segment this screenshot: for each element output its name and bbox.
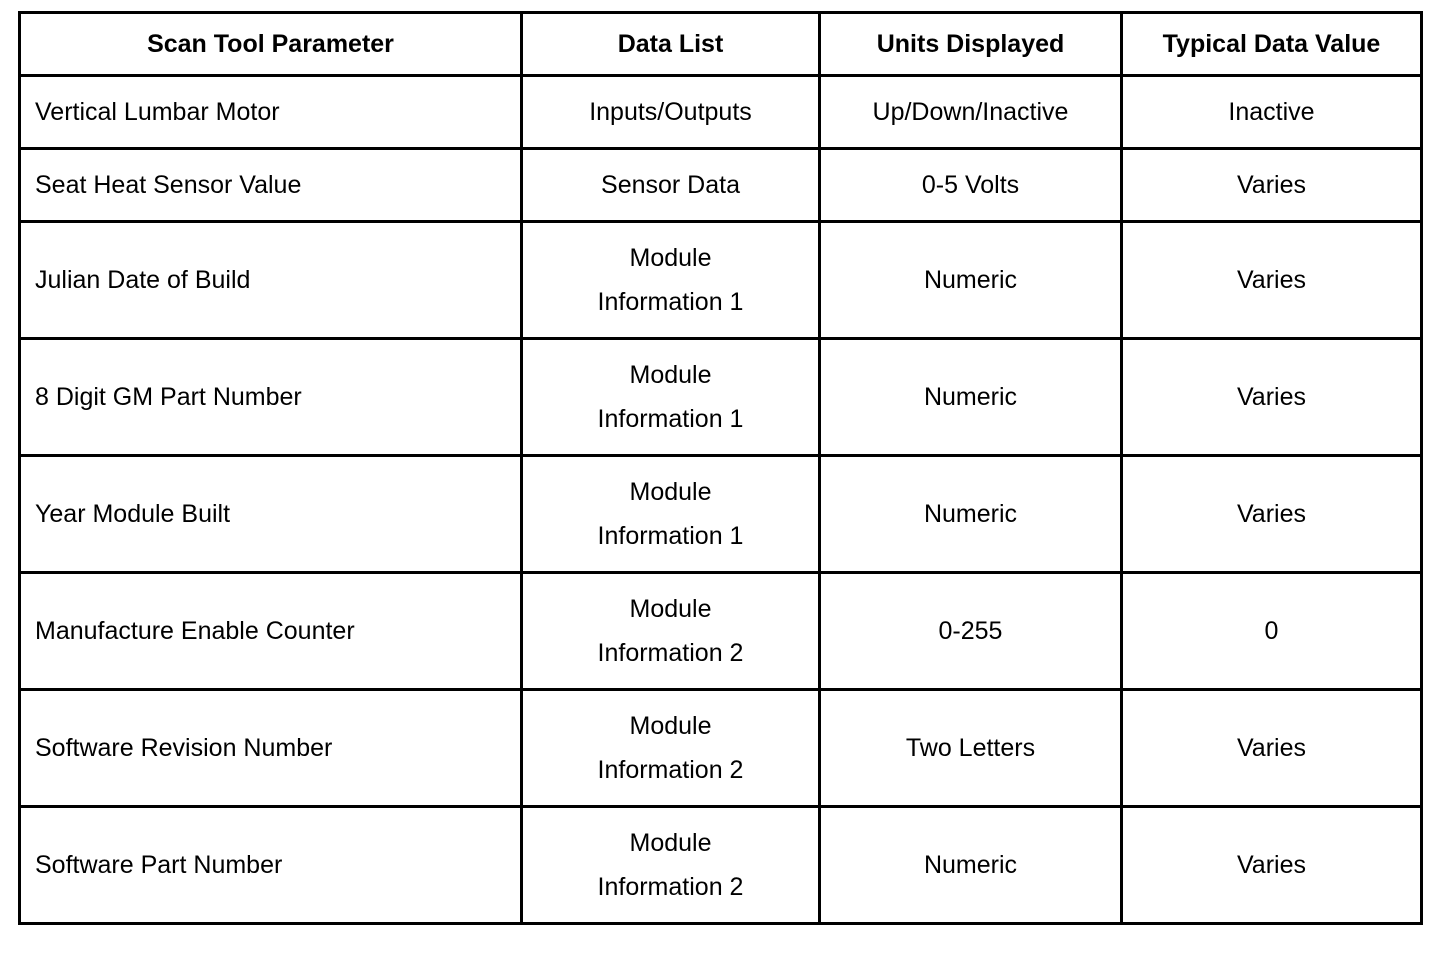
data-list-line: Module [629,829,712,857]
parameter-cell: Julian Date of Build [20,222,522,339]
table-header-row [20,13,1422,76]
data-list-line: Module [629,595,712,623]
parameter-cell: Year Module Built [20,456,522,573]
typical-value-cell: Varies [1122,222,1422,339]
table-row [20,222,1422,339]
data-list-cell [522,690,820,807]
table-row [20,690,1422,807]
table-row [20,76,1422,149]
column-header-data-list: Data List [522,13,820,76]
parameter-cell: Seat Heat Sensor Value [20,149,522,222]
parameter-cell: Software Part Number [20,807,522,924]
parameter-cell: Software Revision Number [20,690,522,807]
data-list-cell [522,76,820,149]
data-list-cell [522,339,820,456]
table-row [20,149,1422,222]
parameter-cell: 8 Digit GM Part Number [20,339,522,456]
data-list-line: Module [629,712,712,740]
data-list-cell [522,807,820,924]
data-list-cell [522,456,820,573]
typical-value-cell: Varies [1122,149,1422,222]
units-cell: 0-5 Volts [820,149,1122,222]
data-list-line: Information 2 [597,639,744,667]
typical-value-cell: Varies [1122,339,1422,456]
units-cell: Two Letters [820,690,1122,807]
data-list-line: Module [629,478,712,506]
data-list-cell [522,149,820,222]
typical-value-cell: 0 [1122,573,1422,690]
column-header-typical-value: Typical Data Value [1122,13,1422,76]
data-list-line: Sensor Data [601,171,740,199]
column-header-units: Units Displayed [820,13,1122,76]
data-list-line: Information 1 [597,405,744,433]
scan-tool-data-table [18,11,1423,925]
units-cell: 0-255 [820,573,1122,690]
units-cell: Up/Down/Inactive [820,76,1122,149]
units-cell: Numeric [820,339,1122,456]
parameter-cell: Manufacture Enable Counter [20,573,522,690]
data-list-line: Information 1 [597,288,744,316]
data-list-line: Information 1 [597,522,744,550]
typical-value-cell: Varies [1122,807,1422,924]
column-header-parameter: Scan Tool Parameter [20,13,522,76]
data-list-line: Module [629,361,712,389]
table-row [20,456,1422,573]
table-row [20,339,1422,456]
data-list-line: Information 2 [597,873,744,901]
typical-value-cell: Varies [1122,690,1422,807]
data-list-cell [522,222,820,339]
data-list-line: Information 2 [597,756,744,784]
table-row [20,573,1422,690]
data-list-line: Module [629,244,712,272]
data-list-cell [522,573,820,690]
typical-value-cell: Inactive [1122,76,1422,149]
units-cell: Numeric [820,222,1122,339]
typical-value-cell: Varies [1122,456,1422,573]
parameter-cell: Vertical Lumbar Motor [20,76,522,149]
table-row [20,807,1422,924]
units-cell: Numeric [820,456,1122,573]
units-cell: Numeric [820,807,1122,924]
data-list-line: Inputs/Outputs [589,98,752,126]
